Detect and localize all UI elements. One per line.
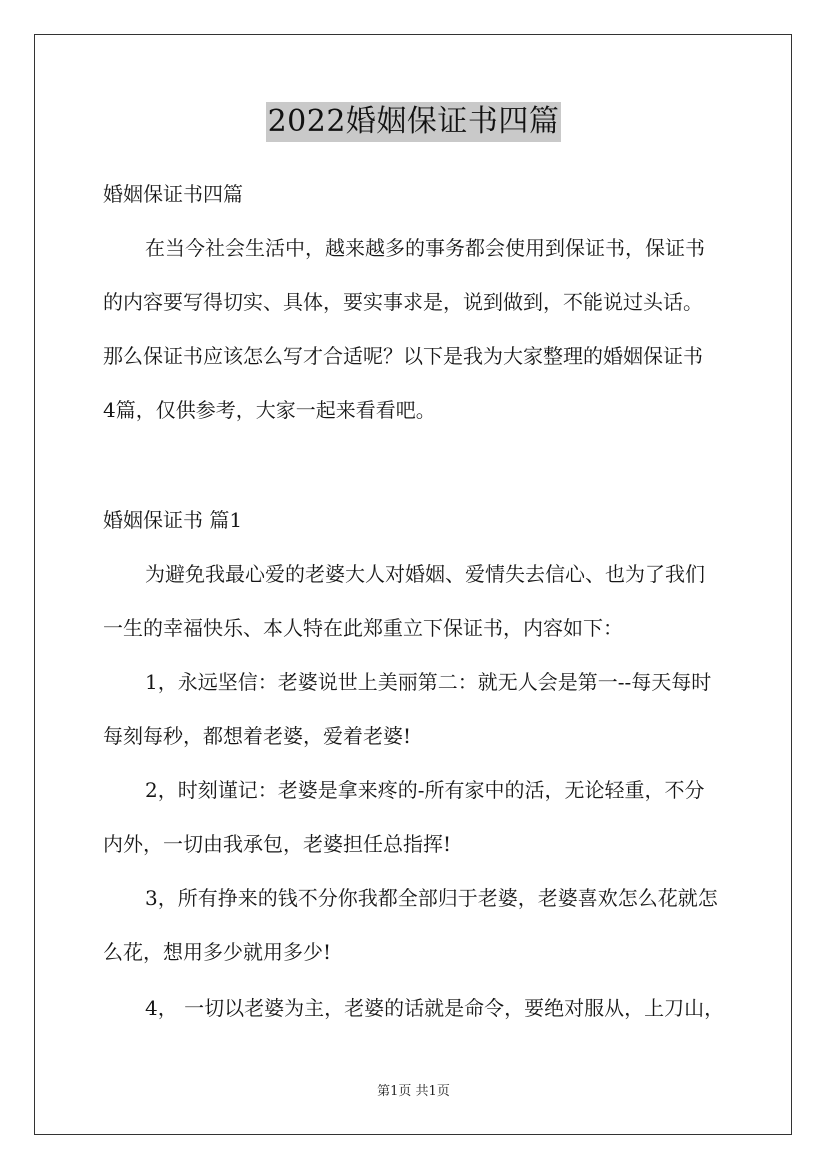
paragraph-line: 1，永远坚信：老婆说世上美丽第二：就无人会是第一--每天每时 — [145, 670, 712, 694]
paragraph-line: 内外，一切由我承包，老婆担任总指挥! — [103, 832, 452, 856]
paragraph-line: 一生的幸福快乐、本人特在此郑重立下保证书，内容如下： — [103, 616, 623, 640]
paragraph-line: 的内容要写得切实、具体，要实事求是，说到做到，不能说过头话。 — [103, 290, 703, 314]
paragraph-line: 那么保证书应该怎么写才合适呢？以下是我为大家整理的婚姻保证书 — [103, 344, 703, 368]
paragraph-line: 在当今社会生活中，越来越多的事务都会使用到保证书，保证书 — [145, 236, 705, 260]
page-number: 第1页 共1页 — [377, 1084, 450, 1099]
paragraph-line: 3，所有挣来的钱不分你我都全部归于老婆，老婆喜欢怎么花就怎 — [145, 886, 718, 910]
paragraph-line: 么花，想用多少就用多少! — [103, 940, 332, 964]
section-heading: 婚姻保证书 篇1 — [103, 508, 243, 532]
paragraph-line: 为避免我最心爱的老婆大人对婚姻、爱情失去信心、也为了我们 — [145, 562, 705, 586]
paragraph-line: 4篇，仅供参考，大家一起来看看吧。 — [103, 398, 436, 422]
page-footer — [0, 1084, 827, 1100]
document-title: 2022婚姻保证书四篇 — [266, 102, 562, 142]
paragraph-line: 2，时刻谨记：老婆是拿来疼的-所有家中的活，无论轻重，不分 — [145, 778, 705, 802]
title-container — [0, 102, 827, 142]
section-heading: 婚姻保证书四篇 — [103, 182, 243, 206]
paragraph-line: 每刻每秒，都想着老婆，爱着老婆! — [103, 724, 412, 748]
paragraph-line: 4， 一切以老婆为主，老婆的话就是命令，要绝对服从，上刀山， — [145, 996, 725, 1020]
